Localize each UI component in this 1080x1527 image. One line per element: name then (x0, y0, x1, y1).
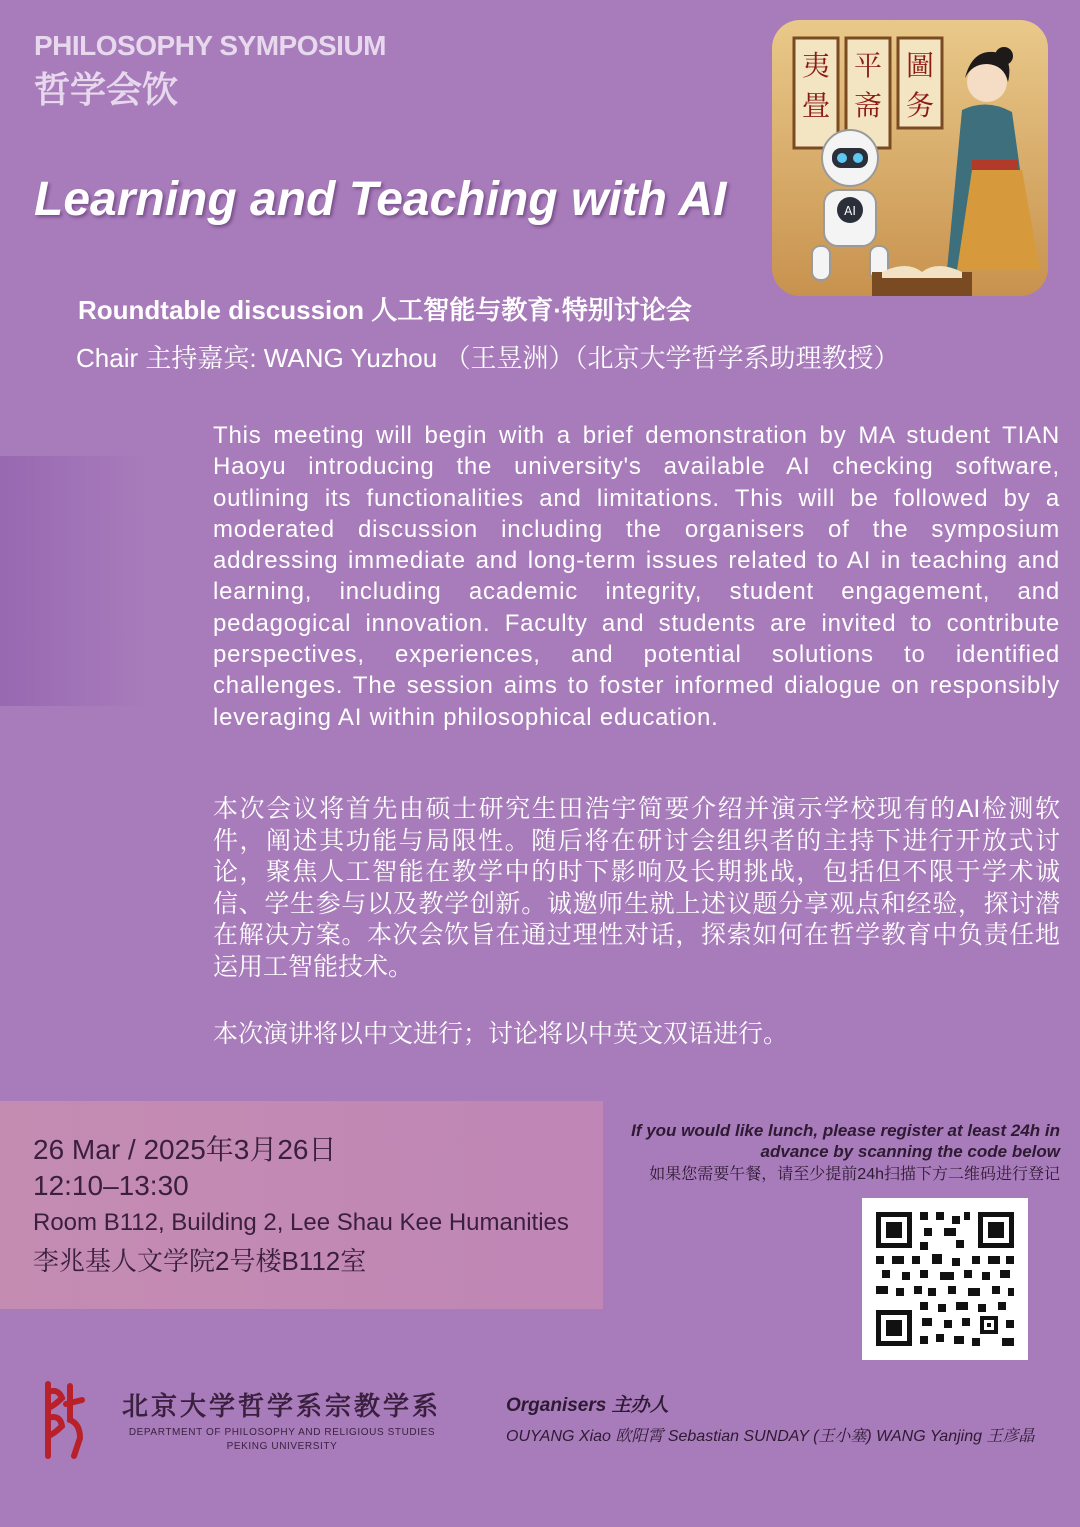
description-en: This meeting will begin with a brief demonstration by MA student TIAN Haoyu introducing the university's available AI checking software, outlining its functionalities and limitations. This will be followed by a moderated discussion including the organisers of the symposium addressing immediate and long-term issues related to AI in teaching and learning, including academic integrity, student engagement, and pedagogical innovation. Faculty and students are invited to contribute perspectives, experiences, and potential solutions to identified challenges. The session aims to foster informed dialogue on responsibly leveraging AI within philosophical education. (213, 422, 1060, 731)
illustration-scene (772, 20, 1048, 296)
venue-en: Room B112, Building 2, Lee Shau Kee Humanities (33, 1209, 569, 1236)
event-chair: Chair 主持嘉宾: WANG Yuzhou （王昱洲）（北京大学哲学系助理教授） (76, 343, 900, 373)
department-name-en: DEPARTMENT OF PHILOSOPHY AND RELIGIOUS STUDIES (128, 1427, 436, 1438)
event-title: Learning and Teaching with AI (34, 173, 727, 226)
registration-qr-code[interactable] (862, 1198, 1028, 1360)
lunch-note-zh: 如果您需要午餐，请至少提前24h扫描下方二维码进行登记 (649, 1166, 1060, 1183)
lunch-note-en: If you would like lunch, please register at least 24h in advance by scanning the code below (631, 1121, 1060, 1161)
language-note: 本次演讲将以中文进行；讨论将以中英文双语进行。 (213, 1020, 789, 1048)
department-name-zh: 北京大学哲学系宗教学系 (122, 1391, 442, 1421)
seal-icon (40, 1378, 86, 1462)
event-subtitle: Roundtable discussion 人工智能与教育·特别讨论会 (78, 295, 692, 325)
decorative-side-band (0, 456, 150, 706)
scroll-char: 夷 (801, 49, 831, 82)
event-date: 26 Mar / 2025年3月26日 (33, 1134, 337, 1165)
organisers-label: Organisers 主办人 (506, 1395, 669, 1416)
qr-code-icon (862, 1198, 1028, 1360)
scroll-char: 圖 (905, 49, 935, 82)
scroll-char: 平 (853, 49, 883, 82)
description-zh: 本次会议将首先由硕士研究生田浩宇简要介绍并演示学校现有的AI检测软件，阐述其功能与局限性。随后将在研讨会组织者的主持下进行开放式讨论，聚焦人工智能在教学中的时下影响及长期挑战，包括但不限于学术诚信、学生参与以及教学创新。诚邀师生就上述议题分享观点和经验，探讨潜在解决方案。本次会饮旨在通过理性对话，探索如何在哲学教育中负责任地运用工智能技术。 (213, 795, 1060, 981)
organisers-names: OUYANG Xiao 欧阳霄 Sebastian SUNDAY (王小塞) WANG Yanjing 王彦晶 (506, 1428, 1035, 1445)
event-time: 12:10–13:30 (33, 1170, 189, 1201)
poster-illustration (772, 20, 1048, 296)
scroll-char: 务 (905, 89, 935, 122)
venue-zh: 李兆基人文学院2号楼B112室 (33, 1246, 367, 1276)
series-name-en: PHILOSOPHY SYMPOSIUM (34, 30, 386, 61)
series-name-zh: 哲学会饮 (34, 69, 179, 110)
robot-badge: AI (844, 204, 856, 218)
scroll-char: 斋 (853, 89, 883, 122)
university-name-en: PEKING UNIVERSITY (226, 1441, 338, 1452)
scroll-char: 畳 (801, 89, 831, 122)
pku-seal-logo (40, 1378, 86, 1462)
